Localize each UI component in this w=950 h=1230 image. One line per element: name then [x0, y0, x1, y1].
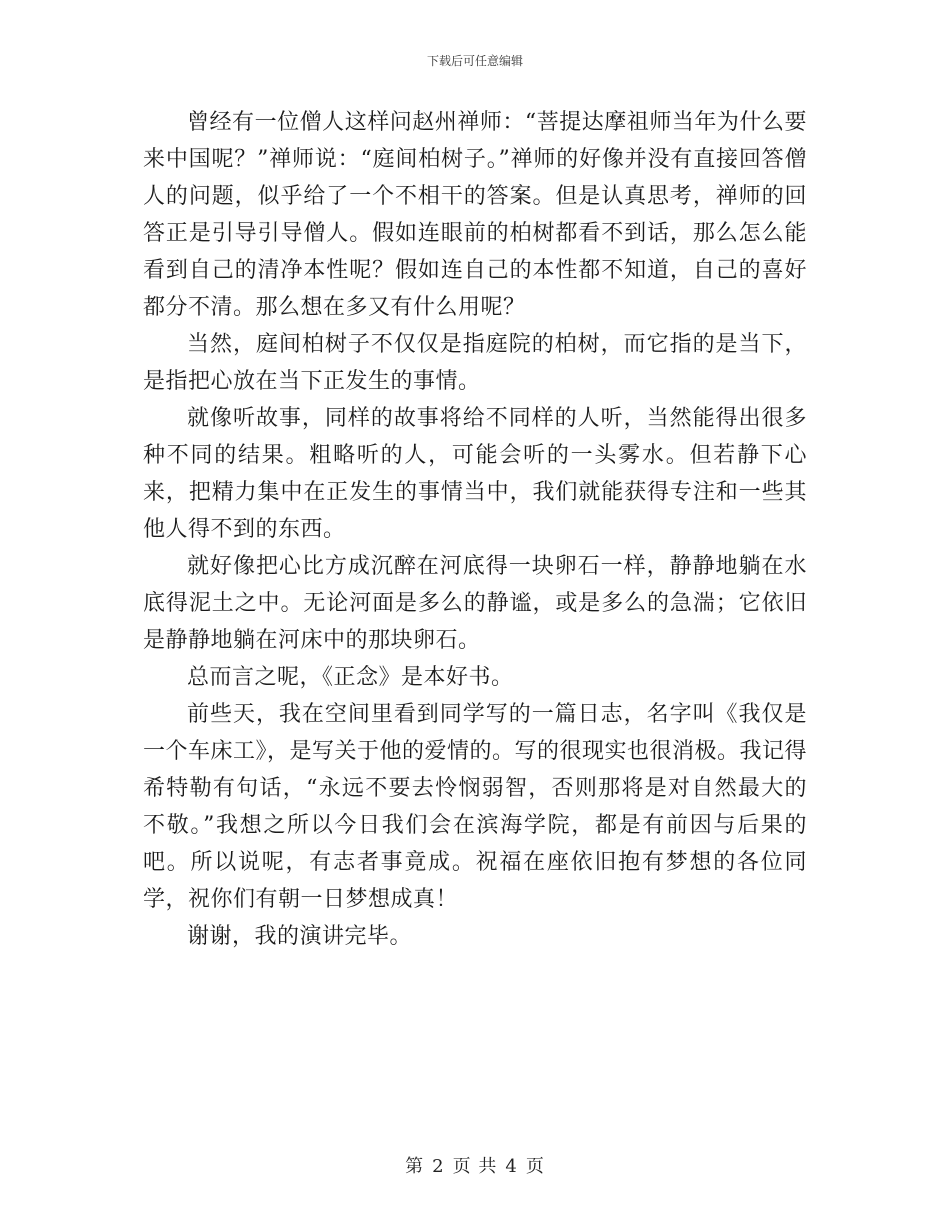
page-footer	[0, 1152, 950, 1178]
header-note: 下载后可任意编辑	[426, 54, 523, 68]
page-number-total: 4	[505, 1156, 518, 1177]
footer-prefix: 第	[405, 1156, 425, 1177]
paragraph-2: 当然，庭间柏树子不仅仅是指庭院的柏树，而它指的是当下，是指把心放在当下正发生的事情。	[143, 332, 807, 394]
paragraph-6: 前些天，我在空间里看到同学写的一篇日志，名字叫《我仅是一个车床工》，是写关于他的爱情的。写的很现实也很消极。我记得希特勒有句话，“永远不要去怜悯弱智，否则那将是对自然最大的不敬。”我想之所以今日我们会在滨海学院，都是有前因与后果的吧。所以说呢，有志者事竟成。祝福在座依旧抱有梦想的各位同学，祝你们有朝一日梦想成真！	[143, 702, 808, 912]
page-number-current: 2	[432, 1156, 445, 1177]
paragraph-1: 曾经有一位僧人这样问赵州禅师：“菩提达摩祖师当年为什么要来中国呢？”禅师说：“庭间柏树子。”禅师的好像并没有直接回答僧人的问题，似乎给了一个不相干的答案。但是认真思考，禅师的回答正是引导引导僧人。假如连眼前的柏树都看不到话，那么怎么能看到自己的清净本性呢？假如连自己的本性都不知道，自己的喜好都分不清。那么想在多又有什么用呢？	[143, 110, 807, 320]
footer-middle: 页 共	[452, 1156, 498, 1177]
document-body	[143, 104, 807, 955]
paragraph-5: 总而言之呢，《正念》是本好书。	[187, 665, 514, 690]
paragraph-3: 就像听故事，同样的故事将给不同样的人听，当然能得出很多种不同的结果。粗略听的人，可能会听的一头雾水。但若静下心来，把精力集中在正发生的事情当中，我们就能获得专注和一些其他人得不到的东西。	[143, 406, 807, 542]
footer-suffix: 页	[525, 1156, 545, 1177]
paragraph-7: 谢谢，我的演讲完毕。	[187, 924, 413, 949]
paragraph-4: 就好像把心比方成沉醉在河底得一块卵石一样，静静地躺在水底得泥土之中。无论河面是多么的静谧，或是多么的急湍；它依旧是静静地躺在河床中的那块卵石。	[143, 554, 807, 653]
